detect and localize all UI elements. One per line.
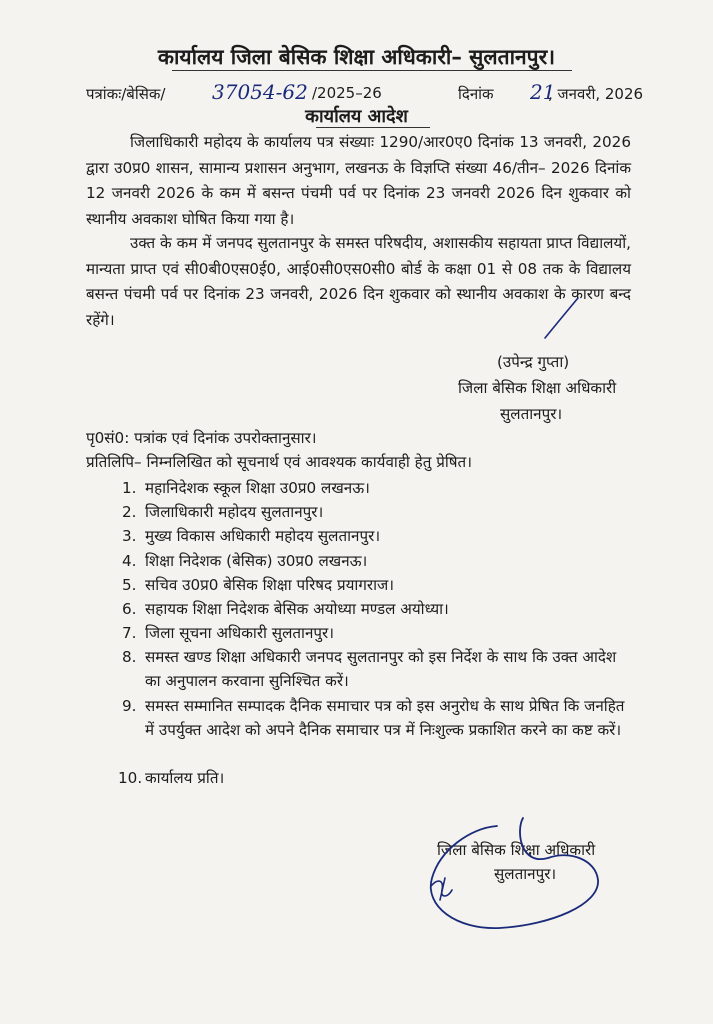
list-item-number: 1. (122, 479, 137, 497)
list-item-text: समस्त सम्मानित सम्पादक दैनिक समाचार पत्र को इस अनुरोध के साथ प्रेषित कि जनहित में उपर्युक्त आदेश को अपने दैनिक समाचार पत्र में निःशुल्क प्रकाशित करने का कष्ट करें। (145, 697, 625, 739)
list-item-text: शिक्षा निदेशक (बेसिक) उ0प्र0 लखनऊ। (145, 552, 368, 570)
date-rest: , जनवरी, 2026 (548, 85, 644, 103)
list-item-number: 6. (122, 600, 137, 618)
signature-initial (431, 878, 452, 900)
list-item-number: 4. (122, 552, 137, 570)
list-item-number: 8. (122, 648, 137, 666)
signatory-designation: जिला बेसिक शिक्षा अधिकारी (458, 379, 617, 397)
list-item-text: कार्यालय प्रति। (145, 769, 225, 787)
signatory-place: सुलतानपुर। (500, 405, 563, 423)
list-item-number: 9. (122, 697, 137, 715)
list-item-text: सचिव उ0प्र0 बेसिक शिक्षा परिषद प्रयागराज। (145, 576, 395, 594)
ref-prefix: पत्रांकः/बेसिक/ (86, 85, 166, 103)
body-paragraph-2: उक्त के कम में जनपद सुलतानपुर के समस्त परिषदीय, अशासकीय सहायता प्राप्त विद्यालयों, मान्यता प्राप्त एवं सी0बी0एस0ई0, आई0सी0एस0सी0 बोर्ड के कक्षा 01 से 08 तक के विद्यालय बसन्त पंचमी पर्व पर दिनांक 23 जनवरी, 2026 दिन शुकवार को स्थानीय अवकाश के कारण बन्द रहेंगे। (86, 234, 631, 329)
list-item-number: 10. (118, 769, 143, 787)
list-item-text: महानिदेशक स्कूल शिक्षा उ0प्र0 लखनऊ। (145, 479, 370, 497)
signatory-place-2: सुलतानपुर। (494, 865, 557, 883)
list-item-number: 7. (122, 624, 137, 642)
order-title: कार्यालय आदेश (305, 106, 408, 127)
date-day-handwritten: 21 (530, 80, 556, 104)
signature-scribble-bottom (431, 818, 598, 928)
list-item-text: सहायक शिक्षा निदेशक बेसिक अयोध्या मण्डल अयोध्या। (145, 600, 449, 618)
list-item-text: जिलाधिकारी महोदय सुलतानपुर। (145, 503, 324, 521)
date-label: दिनांक (458, 85, 494, 103)
ref-number-handwritten: 37054-62 (212, 80, 308, 104)
ref-suffix: /2025–26 (312, 84, 382, 102)
signatory-name: (उपेन्द्र गुप्ता) (497, 353, 570, 371)
signature-stroke-top (545, 298, 578, 338)
list-item-number: 5. (122, 576, 137, 594)
list-item-text: जिला सूचना अधिकारी सुलतानपुर। (145, 624, 334, 642)
office-title: कार्यालय जिला बेसिक शिक्षा अधिकारी– सुलतानपुर। (157, 45, 556, 69)
list-item-text: मुख्य विकास अधिकारी महोदय सुलतानपुर। (145, 527, 381, 545)
list-item-text: समस्त खण्ड शिक्षा अधिकारी जनपद सुलतानपुर को इस निर्देश के साथ कि उक्त आदेश का अनुपालन करवाना सुनिश्चित करें। (145, 648, 617, 690)
body-paragraph-1: जिलाधिकारी महोदय के कार्यालय पत्र संख्याः 1290/आर0ए0 दिनांक 13 जनवरी, 2026 द्वारा उ0प्र0 शासन, सामान्य प्रशासन अनुभाग, लखनऊ के विज्ञप्ति संख्या 46/तीन– 2026 दिनांक 12 जनवरी 2026 के कम में बसन्त पंचमी पर्व पर दिनांक 23 जनवरी 2026 दिन शुकवार को स्थानीय अवकाश घोषित किया गया है। (86, 133, 631, 228)
signatory-designation-2: जिला बेसिक शिक्षा अधिकारी (437, 841, 596, 859)
endorsement-line: पृ0सं0: पत्रांक एवं दिनांक उपरोक्तानुसार। (86, 429, 317, 447)
list-item-number: 2. (122, 503, 137, 521)
list-item-number: 3. (122, 527, 137, 545)
copy-to-line: प्रतिलिपि– निम्नलिखित को सूचनार्थ एवं आवश्यक कार्यवाही हेतु प्रेषित। (86, 453, 472, 471)
